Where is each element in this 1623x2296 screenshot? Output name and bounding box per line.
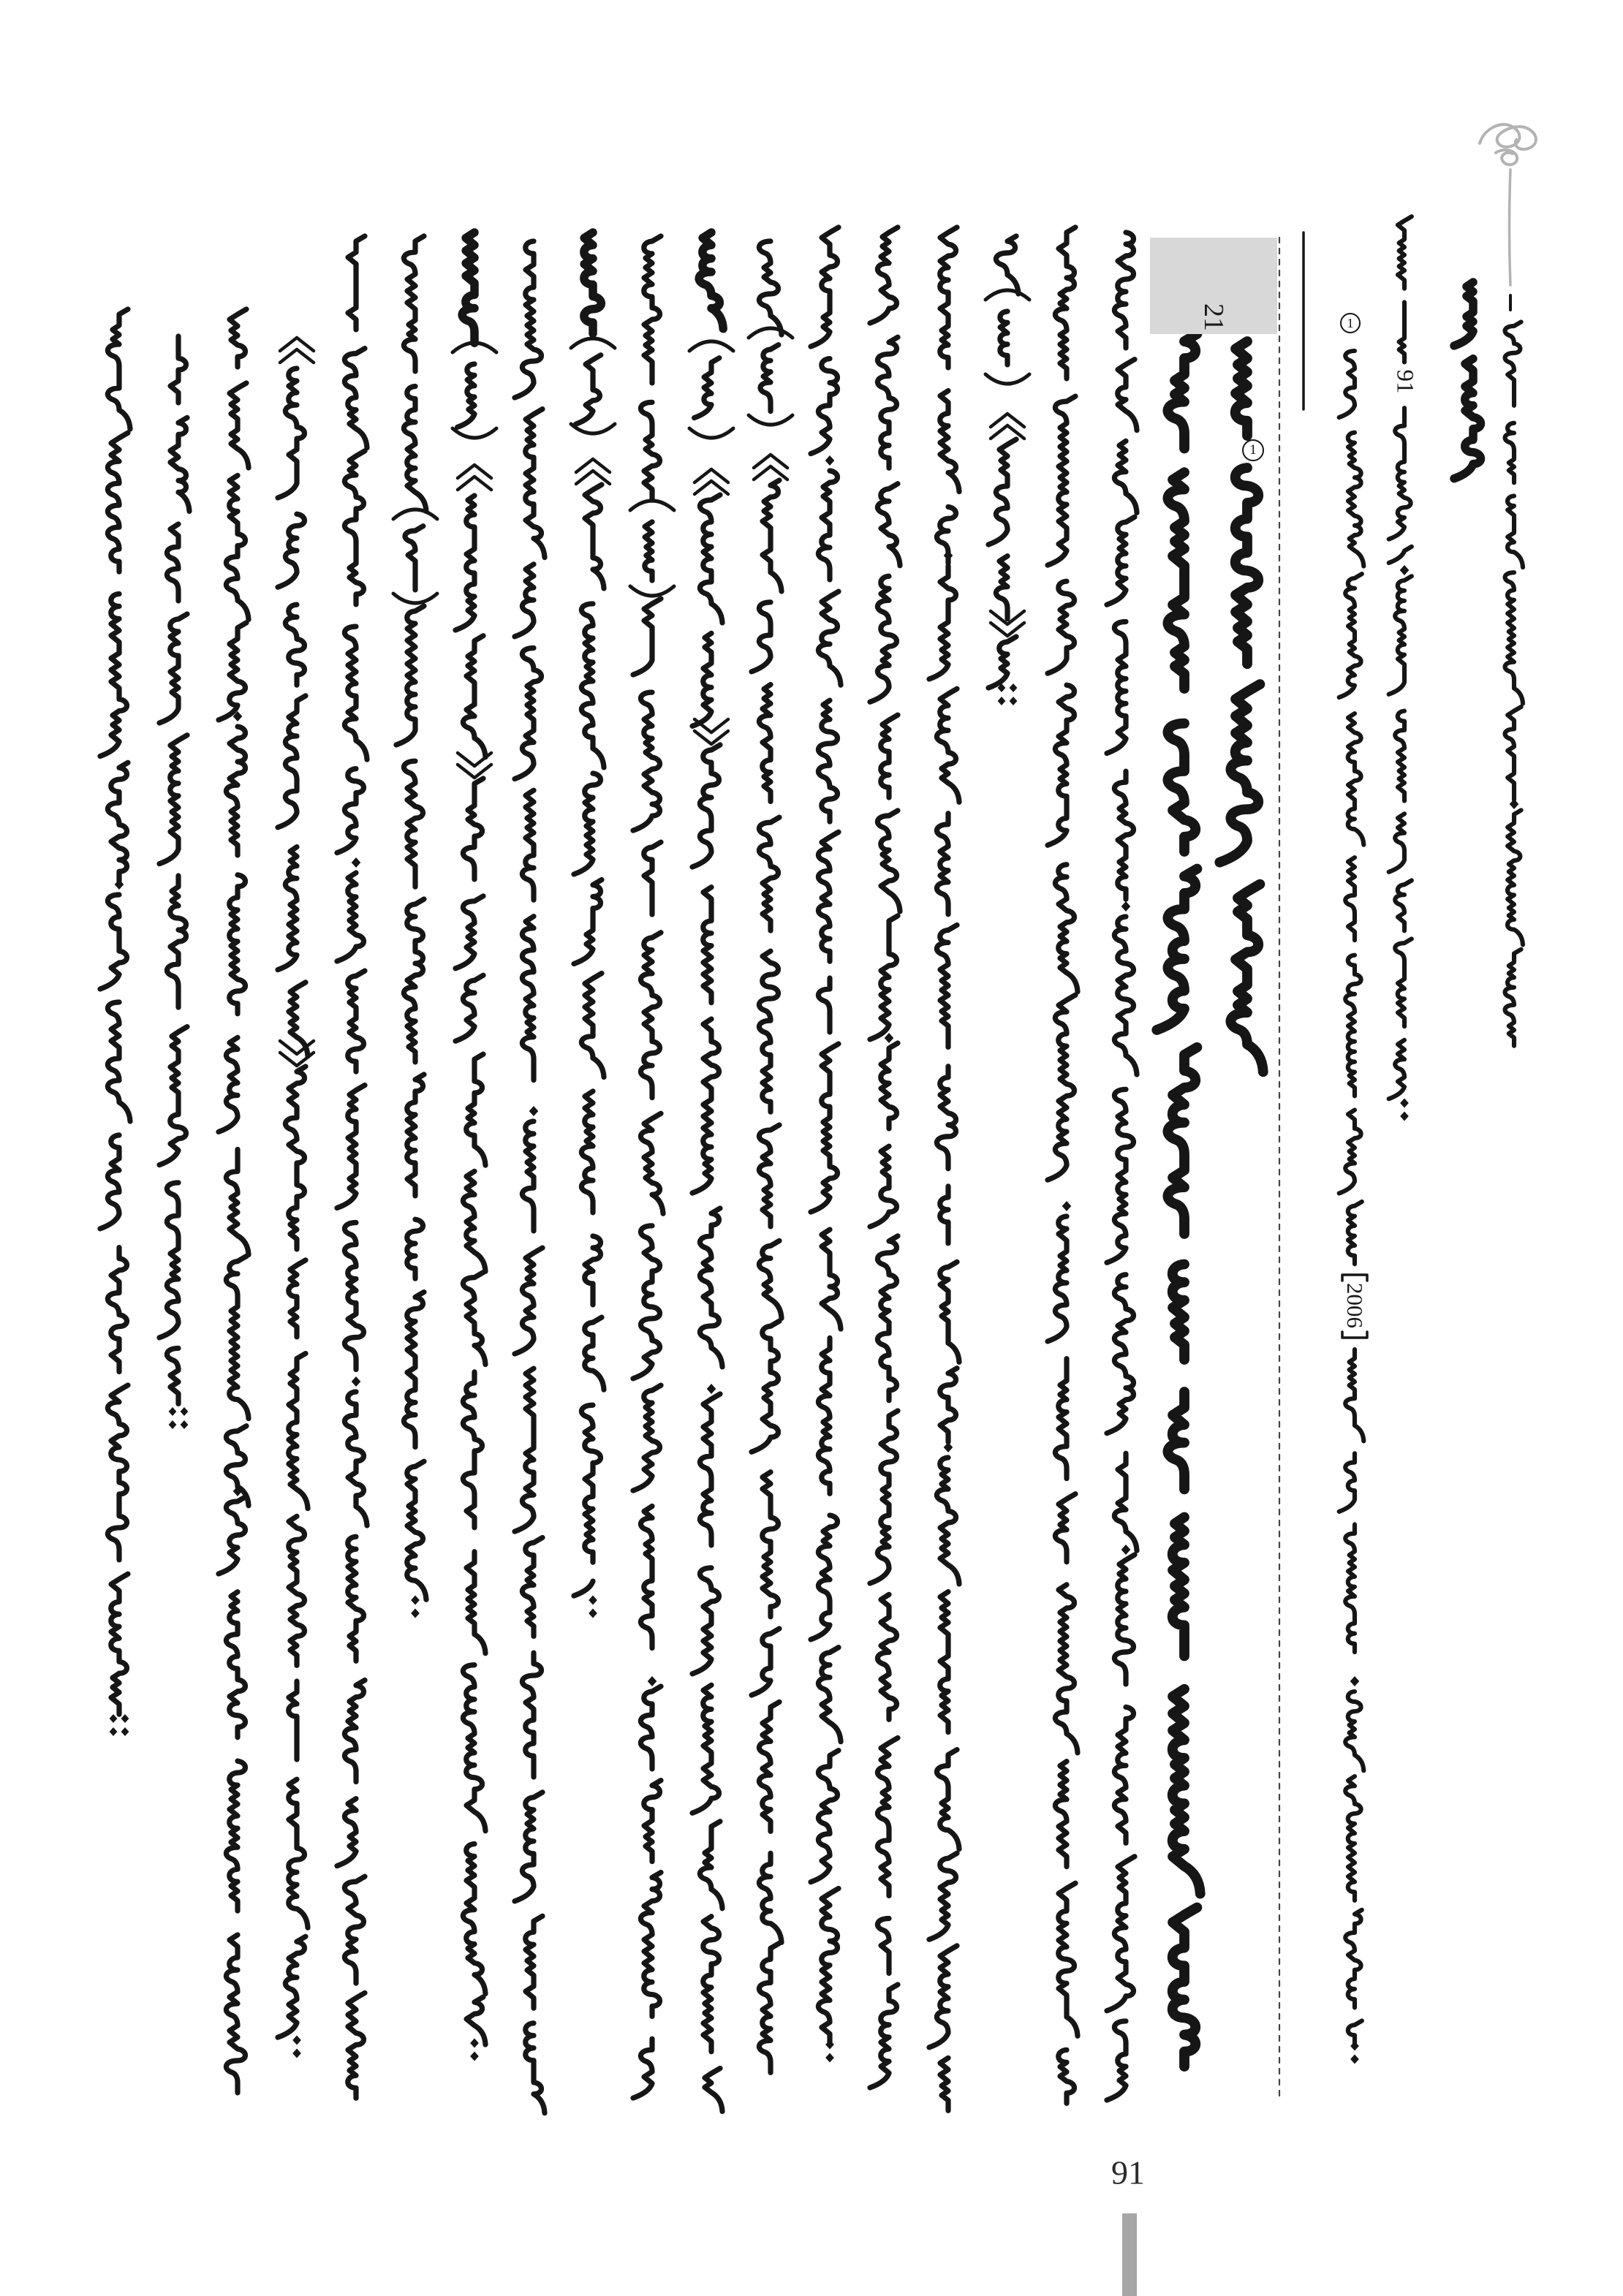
lesson-badge-number: 21 bbox=[1198, 303, 1229, 331]
footnote-year-ref: 2006 bbox=[1342, 1283, 1368, 1328]
footnote-marker-icon: 1 bbox=[1340, 313, 1361, 333]
title-footnote-ref-icon: 1 bbox=[1242, 439, 1264, 461]
footnote-page-ref: 91 bbox=[1391, 369, 1418, 394]
page-edge-tab bbox=[1122, 2213, 1137, 2296]
page-number: 91 bbox=[1111, 2153, 1145, 2191]
